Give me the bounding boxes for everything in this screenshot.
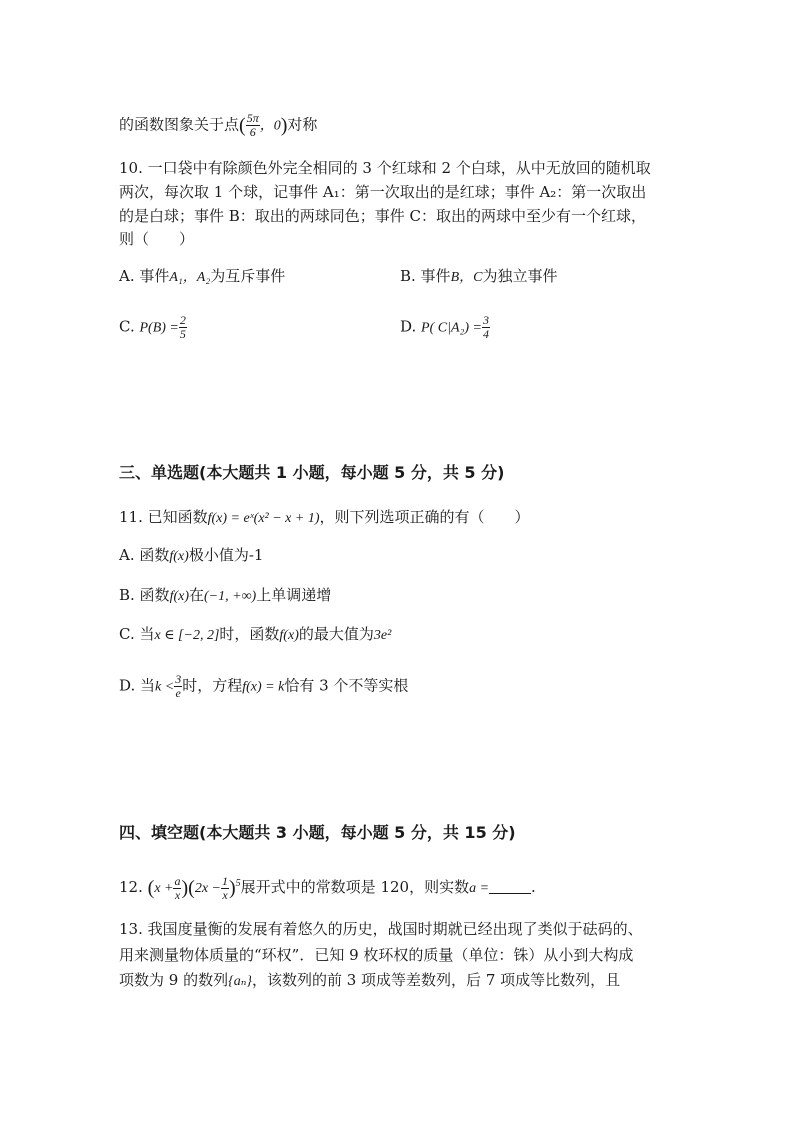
q9-point-fraction: $\frac{5\pi}{6}$: [246, 111, 259, 139]
q12-frac-1-over-x: $\frac{1}{x}$: [222, 873, 228, 902]
q9-text-after: 对称: [287, 115, 318, 134]
q9-tail-line: [119, 112, 317, 139]
q10-c-fraction: $\frac{2}{5}$: [179, 313, 186, 341]
answer-blank[interactable]: [489, 879, 531, 894]
q9-point-rest: ，0: [259, 118, 281, 134]
q10-stem-line1: 10. 一口袋中有除颜色外完全相同的 3 个红球和 2 个白球，从中无放回的随机取: [119, 159, 651, 177]
q10-option-c: C. P(B) = $\frac{2}{5}$: [119, 313, 186, 341]
q10-d-fraction: $\frac{3}{4}$: [482, 313, 489, 341]
q9-text-before: 的函数图象关于点: [119, 115, 240, 134]
q10-stem-line3: 的是白球；事件 B：取出的两球同色；事件 C：取出的两球中至少有一个红球，: [119, 207, 647, 225]
q13-line3: 项数为 9 的数列{aₙ}，该数列的前 3 项成等差数列，后 7 项成等比数列，且: [119, 971, 621, 989]
q10-option-b: B. 事件B，C为独立事件: [400, 267, 558, 285]
q11-stem: 11. 已知函数f(x) = eˣ(x² − x + 1)，则下列选项正确的有（ ）: [119, 508, 530, 526]
q10-stem-line4: 则（ ）: [119, 230, 195, 248]
q10-option-d: D. P( C|A₂) = $\frac{3}{4}$: [400, 313, 489, 341]
q12-frac-a-over-x: $\frac{a}{x}$: [174, 873, 181, 902]
q12-line: 12. (x + $\frac{a}{x}$ )(2x − $\frac{1}{x}$ )$^5$展开式中的常数项是 120，则实数a = .: [119, 873, 536, 902]
q10-stem-line2: 两次，每次取 1 个球，记事件 A₁：第一次取出的是红球；事件 A₂：第一次取出: [119, 183, 647, 201]
right-paren: ): [280, 114, 288, 137]
q11-option-b: B. 函数f(x)在(−1, +∞)上单调递增: [119, 586, 332, 604]
q10-option-a: A. 事件A₁，A₂为互斥事件: [119, 267, 286, 285]
left-paren: (: [239, 114, 246, 137]
section-3-heading: 三、单选题(本大题共 1 小题，每小题 5 分，共 5 分): [119, 463, 505, 482]
q11-option-a: A. 函数f(x)极小值为-1: [119, 546, 264, 564]
q13-line1: 13. 我国度量衡的发展有着悠久的历史，战国时期就已经出现了类似于砝码的、: [119, 920, 643, 938]
q11-option-d: D. 当k < $\frac{3}{e}$ 时，方程f(x) = k恰有 3 个不等实根: [119, 672, 409, 700]
q11-option-c: C. 当x ∈ [−2, 2]时，函数f(x)的最大值为3e²: [119, 625, 392, 643]
section-4-heading: 四、填空题(本大题共 3 小题，每小题 5 分，共 15 分): [119, 823, 516, 842]
q12-exponent: 5: [235, 878, 241, 889]
q13-line2: 用来测量物体质量的“环权”．已知 9 枚环权的质量（单位：铢）从小到大构成: [119, 946, 634, 964]
q11-d-fraction: $\frac{3}{e}$: [175, 672, 182, 700]
